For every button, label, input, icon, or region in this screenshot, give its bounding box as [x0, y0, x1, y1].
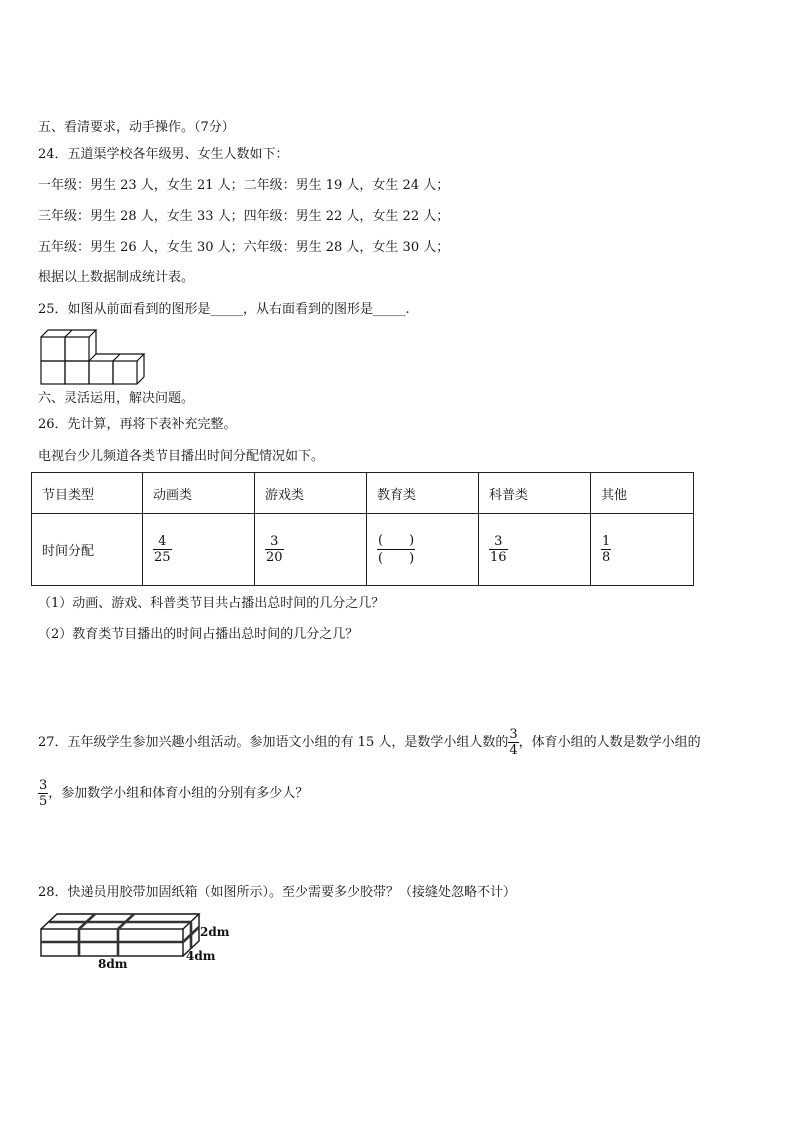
q27-text-part-1: 27．五年级学生参加兴趣小组活动。参加语文小组的有 15 人，是数学小组人数的: [38, 735, 509, 750]
fraction: [265, 534, 284, 565]
table-header-cell: 节目类型: [32, 473, 143, 514]
denominator: 25: [154, 550, 171, 565]
table-cell-fraction: [591, 514, 694, 586]
denominator: 20: [266, 550, 283, 565]
table-header-cell: 其他: [591, 473, 694, 514]
q24-line-3: 五年级：男生 26 人，女生 30 人；六年级：男生 28 人，女生 30 人；: [38, 240, 450, 255]
blank-numerator: ( ): [378, 533, 415, 548]
table-cell-blank-fraction: [367, 514, 479, 586]
q26-stem: 26．先计算，再将下表补充完整。: [38, 417, 237, 432]
denominator: 5: [39, 794, 48, 809]
numerator: 1: [602, 534, 611, 549]
length-label: 8dm: [98, 957, 128, 968]
numerator: 3: [39, 778, 48, 793]
table-header-cell: 教育类: [367, 473, 479, 514]
table-cell-fraction: [255, 514, 367, 586]
cube-stack-figure: [40, 329, 148, 385]
q24-stem: 24．五道渠学校各年级男、女生人数如下：: [38, 147, 289, 162]
table-row-label: 时间分配: [32, 514, 143, 586]
section-6-heading: 六、灵活运用，解决问题。: [38, 391, 195, 406]
fraction: [489, 534, 508, 565]
q24-line-2: 三年级：男生 28 人，女生 33 人；四年级：男生 22 人，女生 22 人；: [38, 209, 450, 224]
fraction: [601, 534, 611, 565]
width-label: 4dm: [186, 949, 216, 963]
q24-line-1: 一年级：男生 23 人，女生 21 人；二年级：男生 19 人，女生 24 人；: [38, 178, 450, 193]
taped-box-figure: [40, 912, 230, 968]
denominator: 8: [602, 550, 611, 565]
q26-sub-question-1: （1）动画、游戏、科普类节目共占播出总时间的几分之几？: [38, 596, 385, 611]
fraction: [153, 534, 172, 565]
numerator: 3: [270, 534, 279, 549]
table-cell-fraction: [143, 514, 255, 586]
q27-text-part-3: ，参加数学小组和体育小组的分别有多少人？: [48, 786, 309, 801]
table-header-cell: 科普类: [479, 473, 591, 514]
q24-instruction: 根据以上数据制成统计表。: [38, 270, 195, 285]
denominator: 4: [509, 743, 518, 758]
q25-stem: 25．如图从前面看到的图形是_____，从右面看到的图形是_____.: [38, 302, 410, 317]
table-header-cell: 动画类: [143, 473, 255, 514]
q27-line-2: [38, 777, 308, 811]
table-cell-fraction: [479, 514, 591, 586]
numerator: 3: [494, 534, 503, 549]
fraction: [38, 778, 48, 809]
blank-denominator: ( ): [378, 551, 415, 566]
height-label: 2dm: [200, 925, 230, 939]
table-value-row: [32, 514, 694, 586]
numerator: 4: [158, 534, 167, 549]
q26-intro: 电视台少儿频道各类节目播出时间分配情况如下。: [38, 449, 325, 464]
table-header-row: [32, 473, 694, 514]
section-5-heading: 五、看清要求，动手操作。（7分）: [38, 120, 235, 135]
table-header-cell: 游戏类: [255, 473, 367, 514]
blank-fraction: [377, 532, 415, 567]
numerator: 3: [509, 727, 518, 742]
q28-stem: 28．快递员用胶带加固纸箱（如图所示）。至少需要多少胶带？（接缝处忽略不计）: [38, 885, 517, 900]
program-time-table: [31, 472, 694, 586]
q27-text-part-2: ，体育小组的人数是数学小组的: [518, 735, 701, 750]
q26-sub-question-2: （2）教育类节目播出的时间占播出总时间的几分之几？: [38, 627, 359, 642]
q27-line-1: [38, 726, 701, 760]
denominator: 16: [490, 550, 507, 565]
fraction: [508, 727, 518, 758]
